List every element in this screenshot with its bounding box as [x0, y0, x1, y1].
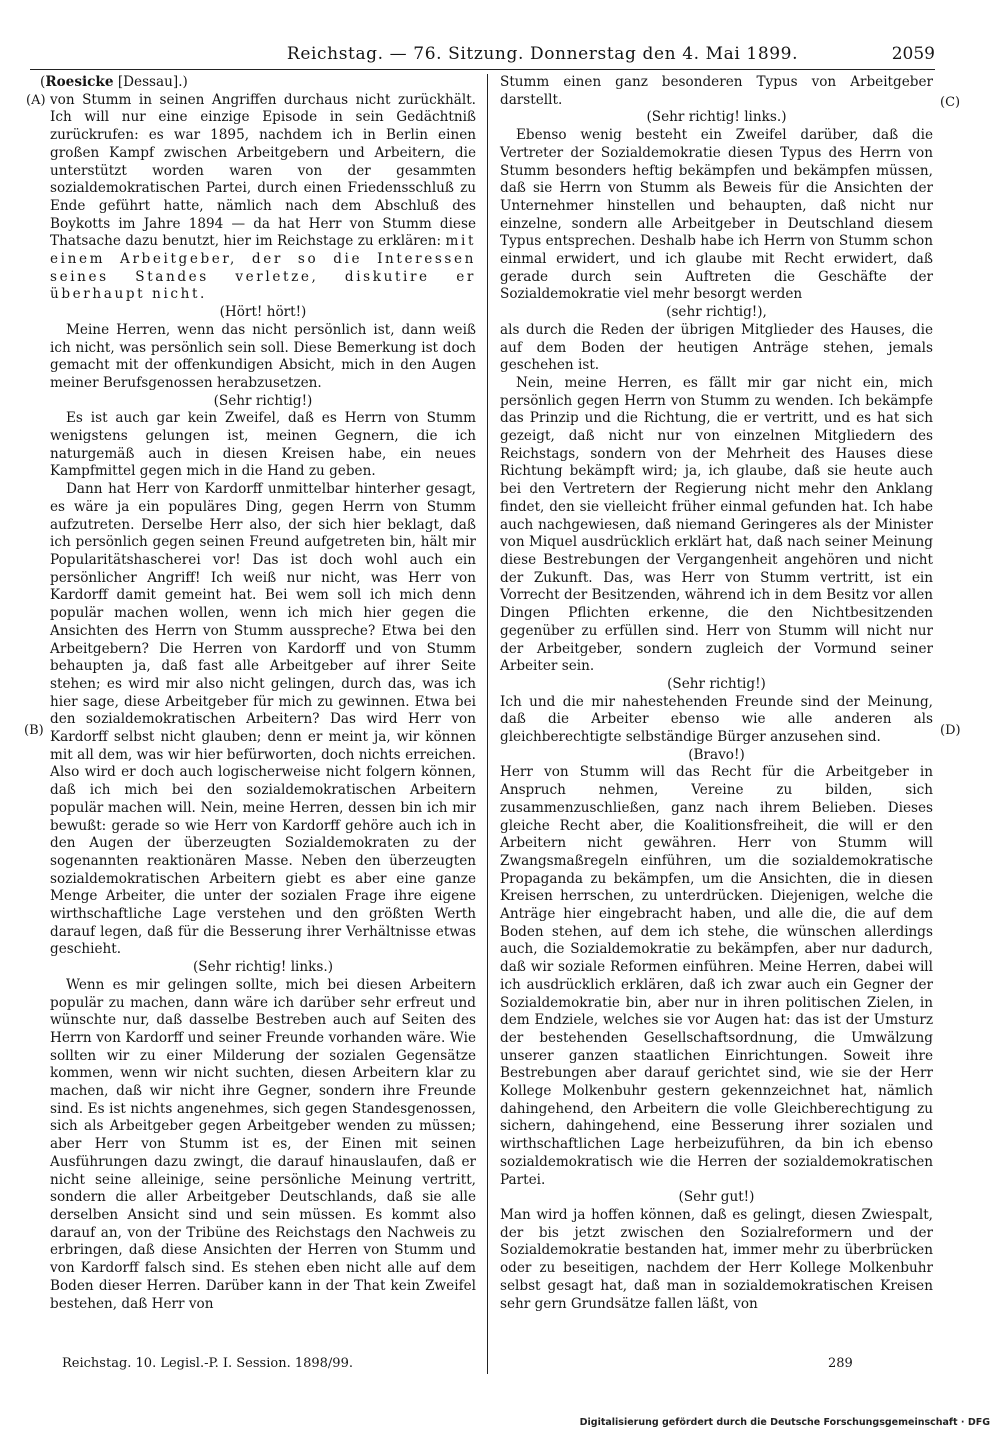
- right-column: [500, 74, 933, 1313]
- interjection: (Sehr richtig!): [667, 675, 766, 692]
- paragraph: als durch die Reden der übrigen Mitglieder des Hauses, die auf dem Boden der heutigen Anträge stehen, jemals geschehen ist.: [500, 321, 933, 374]
- paragraph: Es ist auch gar kein Zweifel, daß es Herrn von Stumm wenigstens gelungen ist, meinen Gegnern, die ich naturgemäß auch in diesen Kreisen habe, ein neues Kampfmittel gegen mich in die Hand zu geben.: [50, 410, 476, 480]
- margin-marker-b: (B): [24, 723, 44, 738]
- quoted-statement: mit einem Arbeitgeber, der so die Interessen seines Standes verletze, diskutire er überhaupt nicht.: [50, 233, 477, 303]
- interjection: (Sehr gut!): [678, 1189, 755, 1206]
- margin-marker-d: (D): [940, 723, 961, 738]
- paragraph: Man wird ja hoffen können, daß es gelingt, diesen Zwiespalt, der bis jetzt zwischen den Sozialreformern und der Sozialdemokratie bestanden hat, immer mehr zu überbrücken oder zu beseitigen, nachdem der Herr Kollege Molkenbuhr selbst gesagt hat, daß man in sozialdemokratischen Kreisen sehr gern Grundsätze fallen läßt, von: [500, 1207, 933, 1312]
- interjection: (Sehr richtig!): [213, 392, 313, 409]
- interjection: (Sehr richtig! links.): [646, 109, 787, 126]
- page-header: [30, 44, 935, 70]
- paragraph: Dann hat Herr von Kardorff unmittelbar hinterher gesagt, es wäre ja ein populäres Ding, gegen Herrn von Stumm aufzutreten. Derselbe Herr also, der sich hier beklagt, daß ich persönlich gegen seinen Freund aufgetreten bin, hält mir Popularitätshascherei vor! Das ist doch wohl auch ein persönlicher Angriff! Ich weiß nur nicht, was Herr von Kardorff damit gemeint hat. Bei wem soll ich mich denn populär machen wollen, wenn ich mich hier gegen die Ansichten des Herrn von Stumm ausspreche? Etwa bei den Arbeitgebern? Die Herren von Kardorff und von Stumm behaupten ja, daß fast alle Arbeitgeber auf ihrer Seite stehen; es wird mir also nicht gelingen, durch das, was ich hier sage, diese Arbeitgeber für mich zu gewinnen. Etwa bei den sozialdemokratischen Arbeitern? Das wird Herr von Kardorff selbst nicht glauben; denn er meint ja, wir können mit all dem, was wir hier befürworten, doch nichts erreichen. Also wird er doch auch logischerweise nicht folgern können, daß ich mich bei den sozialdemokratischen Arbeitern populär machen will. Nein, meine Herren, dessen bin ich mir bewußt: gerade so wie Herr von Kardorff gehöre auch ich in den Augen der überzeugten Sozialdemokraten zu der sogenannten reaktionären Masse. Neben den überzeugten sozialdemokratischen Arbeitern giebt es aber eine ganze Menge Arbeiter, die unter der sozialen Frage ihre eigene wirthschaftliche Lage verstehen und den größten Werth darauf legen, daß für die Besserung ihrer Verhältnisse etwas geschieht.: [50, 481, 476, 958]
- speaker-place: [Dessau].): [117, 74, 188, 90]
- margin-marker-c: (C): [940, 95, 961, 110]
- speaker-attribution: (Roesicke [Dessau].): [40, 74, 188, 90]
- paragraph: Ich und die mir nahestehenden Freunde sind der Meinung, daß die Arbeiter ebenso wie alle anderen als gleichberechtigte selbständige Bürger anzusehen sind.: [500, 693, 933, 746]
- interjection: (Bravo!): [688, 746, 745, 763]
- paragraph: [50, 92, 476, 304]
- interjection: (sehr richtig!),: [666, 304, 767, 321]
- running-title: Reichstag. — 76. Sitzung. Donnerstag den 4. Mai 1899.: [286, 44, 799, 64]
- paragraph: Wenn es mir gelingen sollte, mich bei diesen Arbeitern populär zu machen, dann wäre ich darüber sehr erfreut und wünschte nur, daß dasselbe Bestreben auch auf Seiten des Herrn von Kardorff und seiner Freunde vorhanden wäre. Wie sollten wir zu einer Milderung der sozialen Gegensätze kommen, wenn wir nicht suchten, diesen Arbeitern klar zu machen, daß wir nicht ihre Gegner, sondern ihre Freunde sind. Es ist nichts angenehmes, sich gegen Standesgenossen, sich als Arbeitgeber gegen Arbeitgeber wenden zu müssen; aber Herr von Stumm ist es, der Einen mit seinen Ausführungen dazu zwingt, die darauf hinauslaufen, daß er nicht seine alleinige, seine persönliche Meinung vertritt, sondern die aller Arbeitgeber Deutschlands, daß sie alle derselben Ansicht sind und sein müssen. Es kommt also darauf an, von der Tribüne des Reichstags den Nachweis zu erbringen, daß diese Ansichten der Herren von Stumm und von Kardorff falsch sind. Es stehen eben nicht alle auf dem Boden dieser Herren. Darüber kann in der That kein Zweifel bestehen, daß Herr von: [50, 976, 476, 1312]
- footer-sheet-number: 289: [828, 1356, 853, 1371]
- speaker-name: Roesicke: [45, 74, 114, 90]
- column-divider: [487, 74, 488, 1374]
- page-number: 2059: [891, 44, 935, 64]
- interjection: (Sehr richtig! links.): [192, 959, 334, 976]
- header-rule: [30, 69, 935, 70]
- paragraph-text: von Stumm in seinen Angriffen durchaus nicht zurückhält. Ich will nur eine einzige Episode in sein Gedächtniß zurückrufen: es war 1895, nachdem ich in Berlin einen großen Kampf zwischen Arbeitgebern und Arbeitern, die unterstützt worden waren von der gesammten sozialdemokratischen Partei, durch einen Friedensschluß zu Ende geführt hatte, nämlich nach dem Abschluß des Boykotts im Jahre 1894 — da hat Herr von Stumm diese Thatsache dazu benutzt, hier im Reichstage zu erklären:: [50, 91, 476, 250]
- paragraph: Herr von Stumm will das Recht für die Arbeitgeber in Anspruch nehmen, Vereine zu bilden, sich zusammenzuschließen, ganz nach ihrem Belieben. Dieses gleiche Recht aber, die Koalitionsfreiheit, die will er den Arbeitern nicht gewähren. Herr von Stumm will Zwangsmaßregeln einführen, um die sozialdemokratische Propaganda zu bekämpfen, um die Ansichten, die in diesen Kreisen herrschen, zu unterdrücken. Diejenigen, welche die Anträge hier eingebracht haben, und alle die, die auf dem Boden stehen, auf dem ich stehe, die wünschen allerdings auch, die Sozialdemokratie zu bekämpfen, aber nur dadurch, daß wir soziale Reformen einführen. Meine Herren, dabei will ich ausdrücklich erklären, daß ich zwar auch ein Gegner der Sozialdemokratie bin, aber nur in ihren politischen Zielen, in dem Endziele, welches sie vor Augen hat: das ist der Umsturz der bestehenden Gesellschaftsordnung, die Umwälzung unserer ganzen staatlichen Einrichtungen. Soweit ihre Bestrebungen aber darauf gerichtet sind, wie sie der Herr Kollege Molkenbuhr gestern gekennzeichnet hat, nämlich dahingehend, den Arbeitern die volle Gleichberechtigung zu sichern, dahingehend, eine Besserung ihrer sozialen und wirthschaftlichen Lage herbeizuführen, da bin ich ebenso sozialdemokratisch wie die Herren der sozialdemokratischen Partei.: [500, 764, 933, 1188]
- digitization-credit: Digitalisierung gefördert durch die Deutsche Forschungsgemeinschaft · DFG: [579, 1417, 990, 1428]
- interjection: (Hört! hört!): [219, 304, 307, 321]
- paragraph: Nein, meine Herren, es fällt mir gar nicht ein, mich persönlich gegen Herrn von Stumm zu wenden. Ich bekämpfe das Prinzip und die Richtung, die er vertritt, und es hat sich gezeigt, daß nicht nur von einzelnen Mitgliedern des Reichstags, sondern von der Mehrheit des Hauses diese Richtung bekämpft wird; ja, ich glaube, daß sie heute auch bei den Vertretern der Regierung nicht mehr den Anklang findet, den sie vielleicht früher einmal gefunden hat. Ich habe auch nachgewiesen, daß niemand Geringeres als der Minister von Miquel ausdrücklich erklärt hat, daß nach seiner Meinung diese Bestrebungen der Vergangenheit angehören und nicht der Zukunft. Das, was Herr von Stumm vertritt, ist ein Vorrecht der Besitzenden, während ich in dem Besitz vor allen Dingen Pflichten erkenne, die den Nichtbesitzenden gegenüber zu erfüllen sind. Herr von Stumm will nicht nur der Arbeitgeber, sondern zugleich der Vormund seiner Arbeiter sein.: [500, 374, 933, 675]
- paragraph: Stumm einen ganz besonderen Typus von Arbeitgeber darstellt.: [500, 74, 933, 108]
- footer-session-info: Reichstag. 10. Legisl.-P. I. Session. 1898/99.: [62, 1356, 353, 1371]
- left-column: [40, 74, 477, 1313]
- margin-marker-a: (A): [26, 93, 46, 108]
- paragraph: Meine Herren, wenn das nicht persönlich ist, dann weiß ich nicht, was persönlich sein soll. Diese Bemerkung ist doch gemacht mit der offenkundigen Absicht, mich in den Augen meiner Berufsgenossen herabzusetzen.: [50, 321, 476, 391]
- paragraph: Ebenso wenig besteht ein Zweifel darüber, daß die Vertreter der Sozialdemokratie diesen Typus des Herrn von Stumm besonders heftig bekämpfen und bekämpfen müssen, daß sie Herrn von Stumm als Beweis für die Ansichten der Unternehmer hinstellen und behaupten, daß nicht nur einzelne, sondern alle Arbeitgeber in Deutschland diesem Typus entsprechen. Deshalb habe ich Herrn von Stumm schon einmal erwidert, und ich glaube mit Recht erwidert, daß gerade durch sein Auftreten die Geschäfte der Sozialdemokratie viel mehr besorgt werden: [500, 127, 933, 303]
